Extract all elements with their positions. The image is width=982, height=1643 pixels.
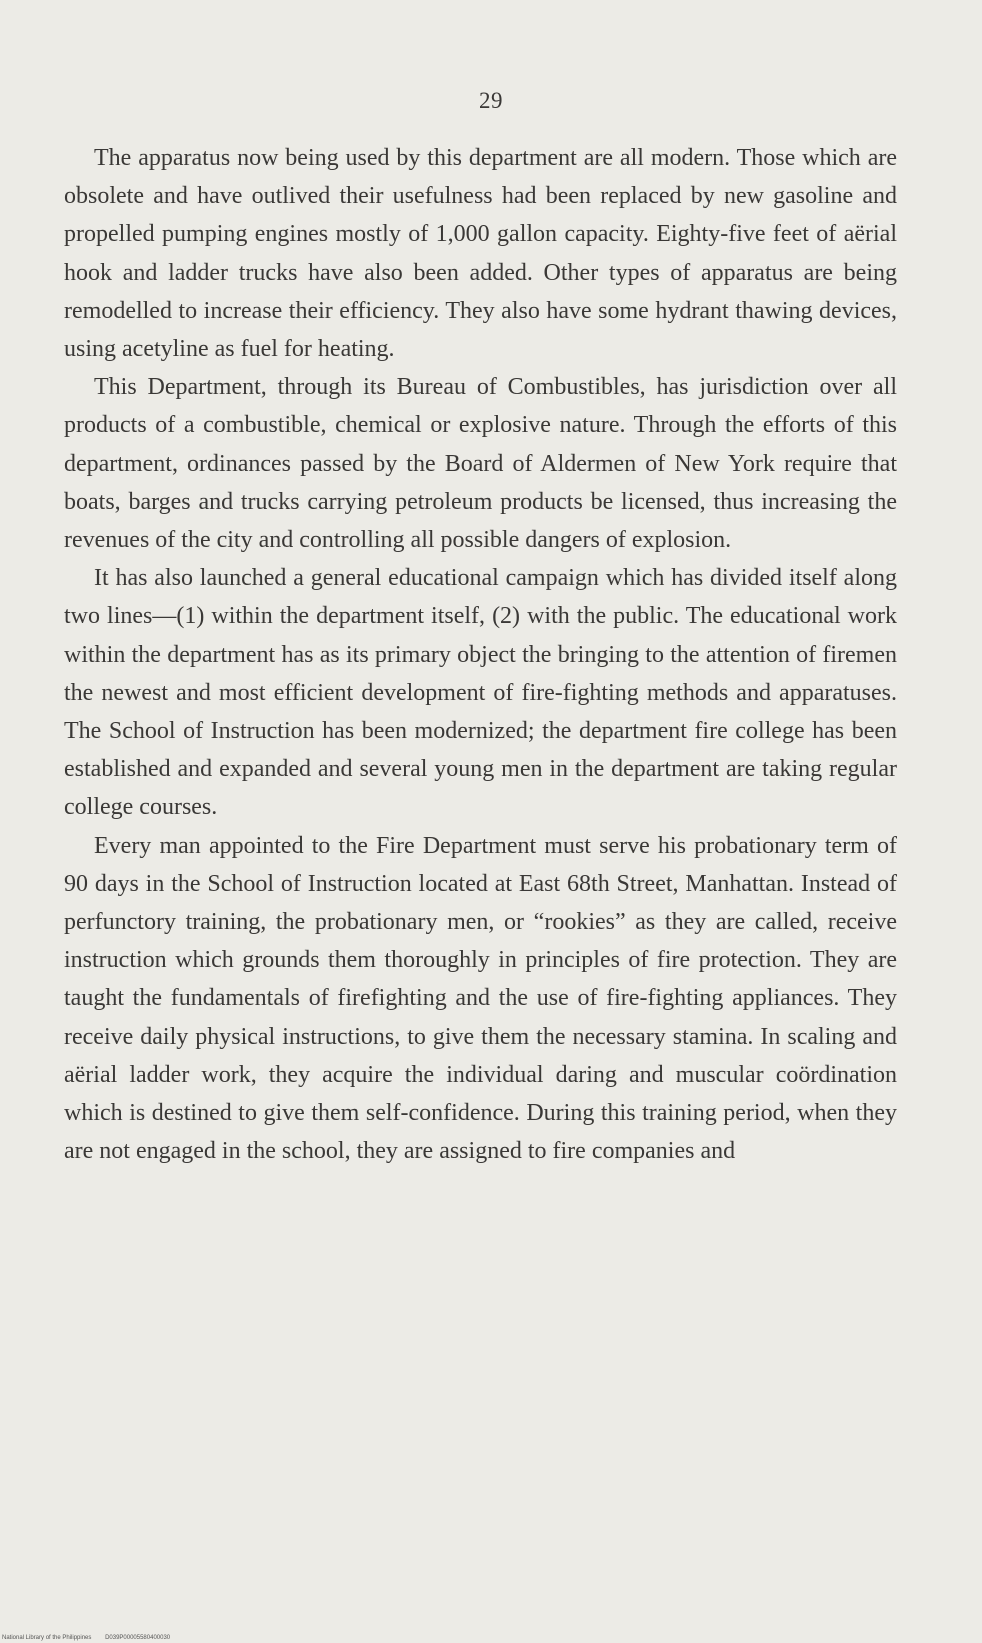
paragraph-combustibles: This Department, through its Bureau of Combustibles, has jurisdiction over all products of a combustible, chemical or explosive nature. Through the efforts of this department, ordinances passed by the Board of Aldermen of New York require that boats, barges and trucks carrying petroleum products be licensed, thus increasing the revenues of the city and controlling all possible dangers of explosion. [64, 374, 897, 554]
page-number: 29 [479, 88, 503, 113]
body-text [64, 139, 897, 1170]
footer-code: D039P00005580400030 [105, 1635, 171, 1641]
footer-library: National Library of the Philippines [2, 1635, 92, 1641]
paragraph-apparatus: The apparatus now being used by this department are all modern. Those which are obsolete and have outlived their usefulness had been replaced by new gasoline and propelled pumping engines mostly of 1,000 gallon capacity. Eighty-five feet of aërial hook and ladder trucks have also been added. Other types of apparatus are being remodelled to increase their efficiency. They also have some hydrant thawing devices, using acetyline as fuel for heating. [64, 145, 897, 363]
paragraph-education: It has also launched a general educational campaign which has divided itself along two lines—(1) within the department itself, (2) with the public. The educational work within the department has as its primary object the bringing to the attention of firemen the newest and most efficient development of fire-fighting methods and apparatuses. The School of Instruction has been modernized; the department fire college has been established and expanded and several young men in the department are taking regular college courses. [64, 565, 897, 821]
footer-credit [2, 1635, 182, 1641]
paragraph-probation: Every man appointed to the Fire Department must serve his probationary term of 90 days in the School of Instruction located at East 68th Street, Manhattan. Instead of perfunctory training, the probationary men, or “rookies” as they are called, receive instruction which grounds them thoroughly in principles of fire protection. They are taught the fundamentals of firefighting and the use of fire-fighting appliances. They receive daily physical instructions, to give them the necessary stamina. In scaling and aërial ladder work, they acquire the individual daring and muscular coördination which is destined to give them self-confidence. During this training period, when they are not engaged in the school, they are assigned to fire companies and [64, 832, 897, 1165]
